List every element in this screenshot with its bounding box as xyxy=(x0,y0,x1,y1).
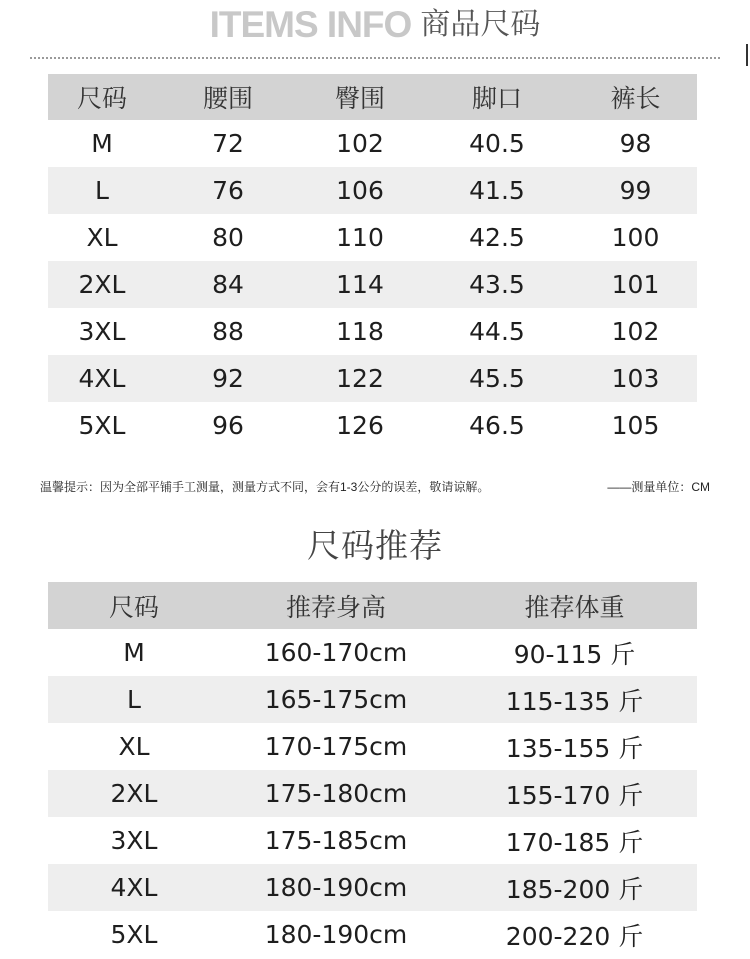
table-cell: 99 xyxy=(574,167,697,214)
table-cell: 102 xyxy=(300,120,420,167)
table-cell: 170-175cm xyxy=(220,723,452,770)
table-row xyxy=(48,817,697,864)
column-header: 尺码 xyxy=(48,74,156,120)
table-cell: 3XL xyxy=(48,817,220,864)
recommend-title: 尺码推荐 xyxy=(307,526,443,565)
table-cell: 200-220 斤 xyxy=(452,911,697,958)
table-cell: 180-190cm xyxy=(220,864,452,911)
column-header: 臀围 xyxy=(300,74,420,120)
table-cell: 165-175cm xyxy=(220,676,452,723)
table-cell: 126 xyxy=(300,402,420,449)
table-row xyxy=(48,167,697,214)
table-cell: 185-200 斤 xyxy=(452,864,697,911)
table-cell: 42.5 xyxy=(420,214,574,261)
column-header: 推荐体重 xyxy=(452,582,697,629)
table-row xyxy=(48,911,697,958)
table-header-row xyxy=(48,74,697,120)
table-cell: 2XL xyxy=(48,261,156,308)
table-header-row xyxy=(48,582,697,629)
table-row xyxy=(48,723,697,770)
table-cell: 170-185 斤 xyxy=(452,817,697,864)
table-cell: 92 xyxy=(156,355,300,402)
table-cell: 90-115 斤 xyxy=(452,629,697,676)
table-cell: 40.5 xyxy=(420,120,574,167)
table-cell: 80 xyxy=(156,214,300,261)
table-cell: 88 xyxy=(156,308,300,355)
column-header: 尺码 xyxy=(48,582,220,629)
table-cell: M xyxy=(48,120,156,167)
table-cell: 72 xyxy=(156,120,300,167)
table-cell: 4XL xyxy=(48,355,156,402)
dotted-divider xyxy=(30,57,720,59)
table-cell: 43.5 xyxy=(420,261,574,308)
table-cell: 115-135 斤 xyxy=(452,676,697,723)
measurement-note: 温馨提示：因为全部平铺手工测量，测量方式不同，会有1-3公分的误差，敬请谅解。 xyxy=(40,480,490,494)
table-cell: 180-190cm xyxy=(220,911,452,958)
table-cell: 106 xyxy=(300,167,420,214)
table-row xyxy=(48,308,697,355)
size-table xyxy=(48,74,697,449)
column-header: 脚口 xyxy=(420,74,574,120)
table-cell: 135-155 斤 xyxy=(452,723,697,770)
table-cell: 160-170cm xyxy=(220,629,452,676)
table-cell: 45.5 xyxy=(420,355,574,402)
table-cell: XL xyxy=(48,214,156,261)
table-cell: 103 xyxy=(574,355,697,402)
table-cell: 84 xyxy=(156,261,300,308)
table-cell: 3XL xyxy=(48,308,156,355)
table-row xyxy=(48,355,697,402)
table-cell: 122 xyxy=(300,355,420,402)
table-row xyxy=(48,261,697,308)
table-row xyxy=(48,864,697,911)
table-row xyxy=(48,676,697,723)
table-cell: 175-180cm xyxy=(220,770,452,817)
table-cell: L xyxy=(48,167,156,214)
table-cell: M xyxy=(48,629,220,676)
page-header xyxy=(0,0,750,52)
recommend-table xyxy=(48,582,697,958)
measurement-unit: ——测量单位：CM xyxy=(607,480,710,494)
table-row xyxy=(48,770,697,817)
table-cell: 44.5 xyxy=(420,308,574,355)
table-cell: L xyxy=(48,676,220,723)
table-row xyxy=(48,629,697,676)
table-row xyxy=(48,214,697,261)
table-row xyxy=(48,120,697,167)
table-cell: 110 xyxy=(300,214,420,261)
edge-mark xyxy=(746,44,748,66)
table-cell: 100 xyxy=(574,214,697,261)
table-row xyxy=(48,402,697,449)
table-cell: 101 xyxy=(574,261,697,308)
recommend-table-body xyxy=(48,582,697,958)
table-cell: 114 xyxy=(300,261,420,308)
table-cell: 4XL xyxy=(48,864,220,911)
title-chinese: 商品尺码 xyxy=(420,7,541,42)
table-cell: 5XL xyxy=(48,402,156,449)
table-cell: 46.5 xyxy=(420,402,574,449)
table-cell: 96 xyxy=(156,402,300,449)
title-english: ITEMS INFO xyxy=(209,4,412,45)
column-header: 裤长 xyxy=(574,74,697,120)
table-cell: 41.5 xyxy=(420,167,574,214)
size-table-body xyxy=(48,74,697,449)
table-cell: 105 xyxy=(574,402,697,449)
table-cell: 102 xyxy=(574,308,697,355)
table-cell: 118 xyxy=(300,308,420,355)
column-header: 推荐身高 xyxy=(220,582,452,629)
table-cell: 76 xyxy=(156,167,300,214)
table-cell: 155-170 斤 xyxy=(452,770,697,817)
table-cell: XL xyxy=(48,723,220,770)
table-cell: 5XL xyxy=(48,911,220,958)
table-cell: 2XL xyxy=(48,770,220,817)
table-cell: 175-185cm xyxy=(220,817,452,864)
table-cell: 98 xyxy=(574,120,697,167)
column-header: 腰围 xyxy=(156,74,300,120)
